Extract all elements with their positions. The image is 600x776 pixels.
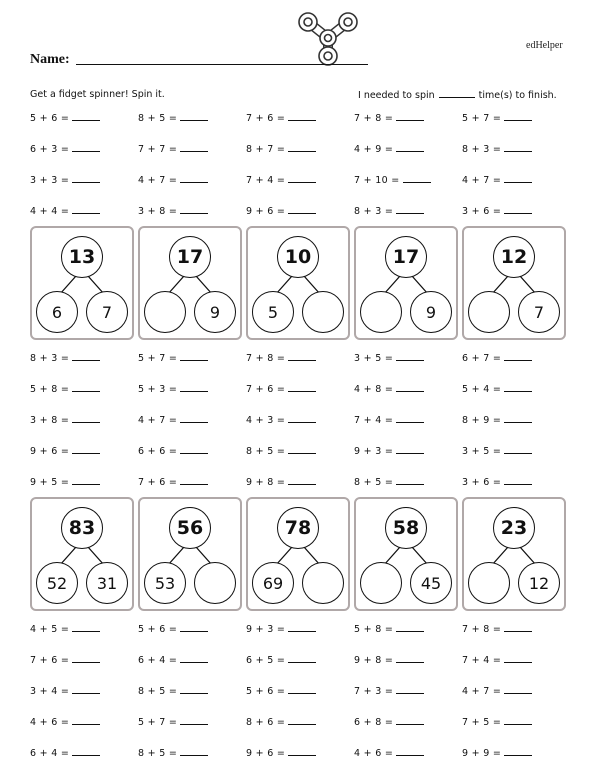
addition-problem: 6 + 4 = <box>138 653 246 666</box>
problem-row <box>30 195 570 226</box>
answer-blank[interactable] <box>288 413 316 423</box>
addition-problem: 8 + 7 = <box>246 142 354 155</box>
bond-part-right[interactable]: 31 <box>86 562 128 604</box>
addition-problem: 6 + 3 = <box>30 142 138 155</box>
answer-blank[interactable] <box>396 111 424 121</box>
spin-count-label: I needed to spin <box>358 90 435 101</box>
bond-part-left[interactable]: 53 <box>144 562 186 604</box>
answer-blank[interactable] <box>180 204 208 214</box>
addition-problem: 8 + 3 = <box>354 204 462 217</box>
answer-blank[interactable] <box>288 746 316 756</box>
addition-problem: 6 + 7 = <box>462 351 570 364</box>
addition-problem: 4 + 7 = <box>138 413 246 426</box>
answer-blank[interactable] <box>288 173 316 183</box>
addition-problem: 8 + 5 = <box>354 475 462 488</box>
addition-problem: 3 + 4 = <box>30 684 138 697</box>
addition-problem: 7 + 4 = <box>354 413 462 426</box>
answer-blank[interactable] <box>72 382 100 392</box>
addition-problem: 5 + 6 = <box>30 111 138 124</box>
number-bond <box>354 226 458 340</box>
addition-problem: 9 + 9 = <box>462 746 570 759</box>
addition-problem: 5 + 6 = <box>246 684 354 697</box>
answer-blank[interactable] <box>396 413 424 423</box>
answer-blank[interactable] <box>504 111 532 121</box>
bond-part-right[interactable] <box>302 291 344 333</box>
addition-problem: 5 + 8 = <box>354 622 462 635</box>
answer-blank[interactable] <box>180 413 208 423</box>
addition-problem: 4 + 6 = <box>354 746 462 759</box>
answer-blank[interactable] <box>288 653 316 663</box>
addition-problem: 5 + 4 = <box>462 382 570 395</box>
answer-blank[interactable] <box>396 142 424 152</box>
bond-part-left[interactable]: 5 <box>252 291 294 333</box>
problem-row <box>30 466 570 497</box>
answer-blank[interactable] <box>288 684 316 694</box>
problem-row <box>30 675 570 706</box>
addition-problem: 7 + 8 = <box>462 622 570 635</box>
addition-problem: 3 + 6 = <box>462 204 570 217</box>
answer-blank[interactable] <box>72 111 100 121</box>
number-bond <box>246 497 350 611</box>
number-bond <box>30 226 134 340</box>
addition-problem: 6 + 5 = <box>246 653 354 666</box>
addition-problem: 5 + 7 = <box>462 111 570 124</box>
problem-row <box>30 133 570 164</box>
answer-blank[interactable] <box>396 715 424 725</box>
spin-count-instruction <box>358 89 557 101</box>
answer-blank[interactable] <box>288 142 316 152</box>
answer-blank[interactable] <box>288 382 316 392</box>
number-bond <box>138 226 242 340</box>
name-label: Name: <box>30 52 70 67</box>
answer-blank[interactable] <box>288 204 316 214</box>
bond-part-right[interactable]: 12 <box>518 562 560 604</box>
answer-blank[interactable] <box>72 684 100 694</box>
answer-blank[interactable] <box>72 746 100 756</box>
addition-problem: 9 + 8 = <box>354 653 462 666</box>
answer-blank[interactable] <box>504 444 532 454</box>
addition-problem: 9 + 6 = <box>30 444 138 457</box>
answer-blank[interactable] <box>396 475 424 485</box>
problem-row <box>30 373 570 404</box>
addition-problem: 5 + 8 = <box>30 382 138 395</box>
answer-blank[interactable] <box>72 142 100 152</box>
problem-row <box>30 737 570 768</box>
answer-blank[interactable] <box>396 204 424 214</box>
answer-blank[interactable] <box>180 382 208 392</box>
addition-problem: 7 + 6 = <box>30 653 138 666</box>
addition-problem: 8 + 3 = <box>30 351 138 364</box>
answer-blank[interactable] <box>72 475 100 485</box>
answer-blank[interactable] <box>396 746 424 756</box>
problem-row <box>30 435 570 466</box>
answer-blank[interactable] <box>396 351 424 361</box>
addition-problem: 7 + 6 = <box>246 111 354 124</box>
addition-problem: 4 + 4 = <box>30 204 138 217</box>
answer-blank[interactable] <box>288 351 316 361</box>
bond-whole: 17 <box>385 236 427 278</box>
bond-part-right[interactable]: 9 <box>410 291 452 333</box>
addition-problem: 3 + 6 = <box>462 475 570 488</box>
answer-blank[interactable] <box>180 142 208 152</box>
bond-whole: 10 <box>277 236 319 278</box>
problem-row <box>30 404 570 435</box>
answer-blank[interactable] <box>180 746 208 756</box>
bond-part-left[interactable] <box>468 562 510 604</box>
bond-part-right[interactable]: 45 <box>410 562 452 604</box>
addition-problem: 4 + 3 = <box>246 413 354 426</box>
addition-problem: 3 + 3 = <box>30 173 138 186</box>
addition-problem: 4 + 7 = <box>462 173 570 186</box>
bond-part-right[interactable] <box>302 562 344 604</box>
answer-blank[interactable] <box>396 382 424 392</box>
answer-blank[interactable] <box>288 715 316 725</box>
addition-problem: 9 + 6 = <box>246 746 354 759</box>
addition-problem: 7 + 8 = <box>354 111 462 124</box>
answer-blank[interactable] <box>403 173 431 183</box>
addition-problem: 3 + 8 = <box>30 413 138 426</box>
bond-whole: 12 <box>493 236 535 278</box>
addition-problem: 7 + 5 = <box>462 715 570 728</box>
number-bond-row <box>30 226 570 342</box>
answer-blank[interactable] <box>180 684 208 694</box>
answer-blank[interactable] <box>180 622 208 632</box>
worksheet-grid <box>30 102 570 768</box>
addition-problem: 5 + 3 = <box>138 382 246 395</box>
answer-blank[interactable] <box>504 622 532 632</box>
bond-whole: 17 <box>169 236 211 278</box>
answer-blank[interactable] <box>504 413 532 423</box>
answer-blank[interactable] <box>72 715 100 725</box>
addition-problem: 8 + 9 = <box>462 413 570 426</box>
addition-problem: 7 + 6 = <box>138 475 246 488</box>
problem-row <box>30 102 570 133</box>
addition-problem: 7 + 4 = <box>462 653 570 666</box>
addition-problem: 5 + 6 = <box>138 622 246 635</box>
bond-part-left[interactable]: 69 <box>252 562 294 604</box>
answer-blank[interactable] <box>504 715 532 725</box>
addition-problem: 8 + 5 = <box>138 746 246 759</box>
number-bond <box>462 226 566 340</box>
number-bond <box>462 497 566 611</box>
addition-problem: 9 + 3 = <box>246 622 354 635</box>
answer-blank[interactable] <box>504 746 532 756</box>
problem-row <box>30 342 570 373</box>
answer-blank[interactable] <box>504 173 532 183</box>
addition-problem: 6 + 4 = <box>30 746 138 759</box>
problem-row <box>30 706 570 737</box>
answer-blank[interactable] <box>180 351 208 361</box>
addition-problem: 3 + 8 = <box>138 204 246 217</box>
bond-part-left[interactable] <box>360 562 402 604</box>
bond-whole: 23 <box>493 507 535 549</box>
answer-blank[interactable] <box>504 204 532 214</box>
addition-problem: 6 + 6 = <box>138 444 246 457</box>
number-bond <box>354 497 458 611</box>
addition-problem: 5 + 7 = <box>138 351 246 364</box>
answer-blank[interactable] <box>72 173 100 183</box>
bond-part-right[interactable]: 7 <box>518 291 560 333</box>
addition-problem: 5 + 7 = <box>138 715 246 728</box>
addition-problem: 7 + 10 = <box>354 173 462 186</box>
addition-problem: 9 + 3 = <box>354 444 462 457</box>
answer-blank[interactable] <box>72 444 100 454</box>
addition-problem: 7 + 3 = <box>354 684 462 697</box>
addition-problem: 9 + 5 = <box>30 475 138 488</box>
problem-row <box>30 644 570 675</box>
bond-whole: 56 <box>169 507 211 549</box>
answer-blank[interactable] <box>504 142 532 152</box>
bond-whole: 83 <box>61 507 103 549</box>
problem-row <box>30 164 570 195</box>
answer-blank[interactable] <box>72 622 100 632</box>
bond-part-left[interactable] <box>468 291 510 333</box>
addition-problem: 8 + 5 = <box>246 444 354 457</box>
addition-problem: 4 + 9 = <box>354 142 462 155</box>
answer-blank[interactable] <box>288 622 316 632</box>
addition-problem: 4 + 7 = <box>138 173 246 186</box>
addition-problem: 7 + 4 = <box>246 173 354 186</box>
addition-problem: 7 + 8 = <box>246 351 354 364</box>
bond-part-right[interactable]: 9 <box>194 291 236 333</box>
answer-blank[interactable] <box>396 622 424 632</box>
answer-blank[interactable] <box>288 475 316 485</box>
answer-blank[interactable] <box>180 173 208 183</box>
name-field[interactable] <box>76 64 368 65</box>
addition-problem: 4 + 6 = <box>30 715 138 728</box>
answer-blank[interactable] <box>72 351 100 361</box>
answer-blank[interactable] <box>288 444 316 454</box>
addition-problem: 8 + 6 = <box>246 715 354 728</box>
answer-blank[interactable] <box>504 653 532 663</box>
answer-blank[interactable] <box>504 351 532 361</box>
instruction-spin: Get a fidget spinner! Spin it. <box>30 89 165 100</box>
bond-whole: 13 <box>61 236 103 278</box>
answer-blank[interactable] <box>504 684 532 694</box>
bond-part-right[interactable]: 7 <box>86 291 128 333</box>
addition-problem: 7 + 6 = <box>246 382 354 395</box>
answer-blank[interactable] <box>180 715 208 725</box>
answer-blank[interactable] <box>288 111 316 121</box>
addition-problem: 6 + 8 = <box>354 715 462 728</box>
addition-problem: 8 + 3 = <box>462 142 570 155</box>
answer-blank[interactable] <box>180 111 208 121</box>
spin-count-blank[interactable] <box>439 89 475 98</box>
bond-part-right[interactable] <box>194 562 236 604</box>
answer-blank[interactable] <box>396 653 424 663</box>
fidget-spinner-icon <box>296 10 360 66</box>
addition-problem: 4 + 8 = <box>354 382 462 395</box>
answer-blank[interactable] <box>504 475 532 485</box>
number-bond-row <box>30 497 570 613</box>
addition-problem: 9 + 6 = <box>246 204 354 217</box>
number-bond <box>246 226 350 340</box>
answer-blank[interactable] <box>72 413 100 423</box>
bond-part-left[interactable]: 52 <box>36 562 78 604</box>
spin-count-suffix: time(s) to finish. <box>478 90 557 101</box>
answer-blank[interactable] <box>72 653 100 663</box>
answer-blank[interactable] <box>72 204 100 214</box>
addition-problem: 3 + 5 = <box>354 351 462 364</box>
number-bond <box>30 497 134 611</box>
number-bond <box>138 497 242 611</box>
addition-problem: 8 + 5 = <box>138 684 246 697</box>
bond-part-left[interactable] <box>360 291 402 333</box>
addition-problem: 7 + 7 = <box>138 142 246 155</box>
problem-row <box>30 613 570 644</box>
answer-blank[interactable] <box>180 444 208 454</box>
answer-blank[interactable] <box>396 444 424 454</box>
bond-whole: 78 <box>277 507 319 549</box>
addition-problem: 3 + 5 = <box>462 444 570 457</box>
addition-problem: 8 + 5 = <box>138 111 246 124</box>
brand-text: edHelper <box>526 40 563 51</box>
answer-blank[interactable] <box>504 382 532 392</box>
answer-blank[interactable] <box>180 475 208 485</box>
answer-blank[interactable] <box>396 684 424 694</box>
bond-part-left[interactable] <box>144 291 186 333</box>
addition-problem: 4 + 7 = <box>462 684 570 697</box>
addition-problem: 9 + 8 = <box>246 475 354 488</box>
addition-problem: 4 + 5 = <box>30 622 138 635</box>
bond-part-left[interactable]: 6 <box>36 291 78 333</box>
answer-blank[interactable] <box>180 653 208 663</box>
bond-whole: 58 <box>385 507 427 549</box>
